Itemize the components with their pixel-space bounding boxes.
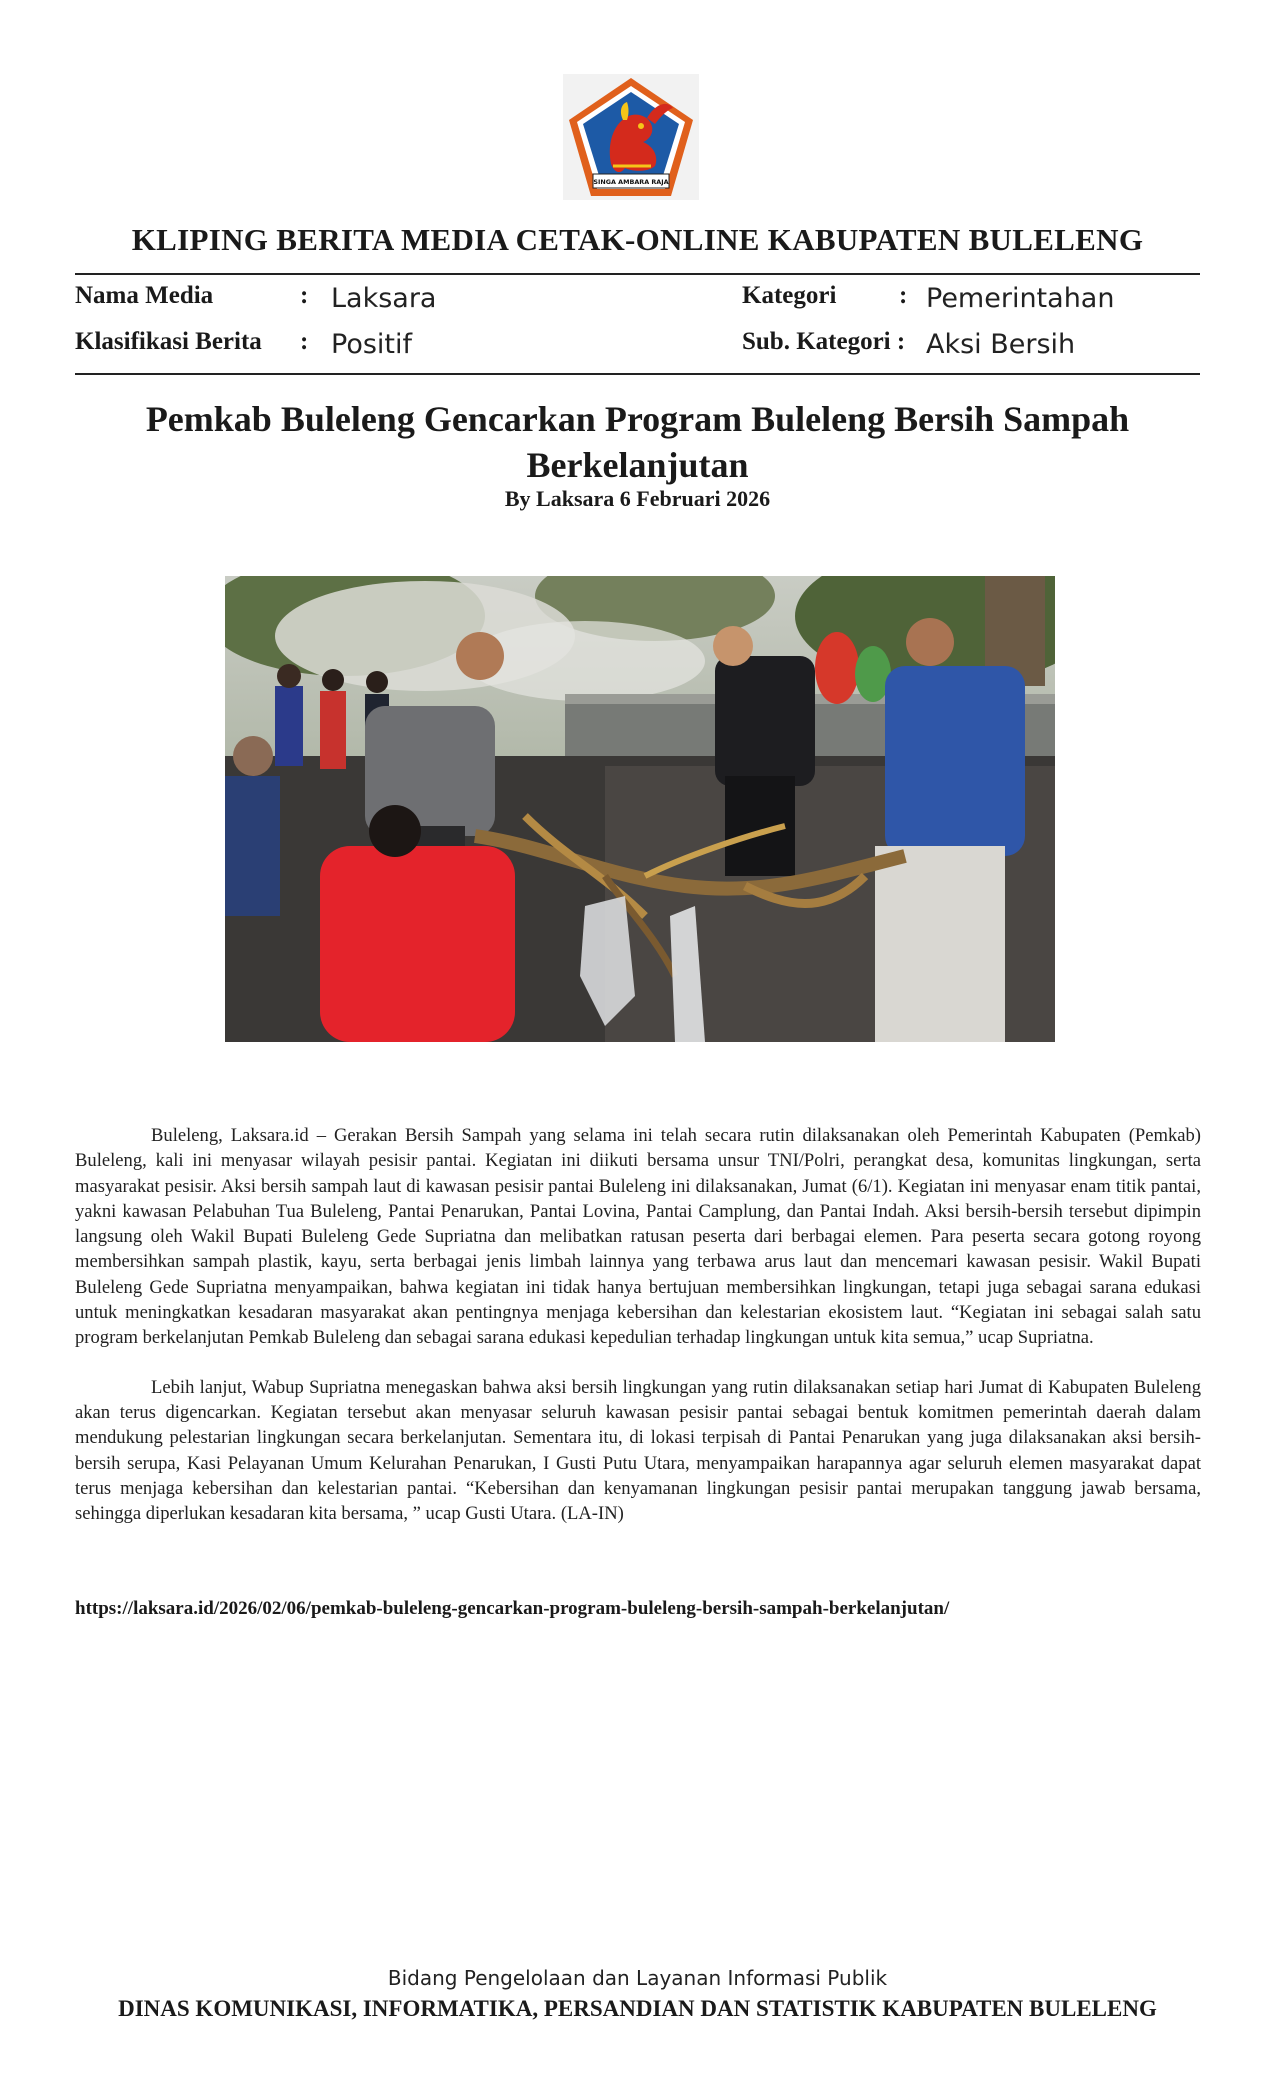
kategori-label: Kategori [742,282,837,309]
source-link[interactable]: https://laksara.id/2026/02/06/pemkab-buleleng-gencarkan-program-buleleng-bersih-sampah-berkelanjutan/ [75,1598,950,1619]
coat-of-arms-icon [563,74,699,200]
nama-media-value: Laksara [331,283,437,314]
article-body [75,1123,1201,1550]
klasifikasi-berita-colon: : [300,328,309,355]
klasifikasi-berita-value: Positif [331,329,412,360]
klasifikasi-berita-label: Klasifikasi Berita [75,328,262,355]
article-photo [225,576,1055,1042]
logo-motto: SINGA AMBARA RAJA [593,178,669,186]
header-rule-top [75,273,1200,275]
article-paragraph-2: Lebih lanjut, Wabup Supriatna menegaskan bahwa aksi bersih lingkungan yang rutin dilaksanakan setiap hari Jumat di Kabupaten Buleleng akan terus digencarkan. Kegiatan tersebut akan menyasar seluruh kawasan pesisir pantai sebagai bentuk komitmen pemerintah daerah dalam mendukung pelestarian lingkungan secara berkelanjutan. Sementara itu, di lokasi terpisah di Pantai Penarukan yang juga dilaksanakan aksi bersih-bersih serupa, Kasi Pelayanan Umum Kelurahan Penarukan, I Gusti Putu Utara, menyampaikan harapannya agar seluruh elemen masyarakat dapat terus menjaga kebersihan dan kelestarian pantai. “Kebersihan dan kenyamanan lingkungan pesisir pantai merupakan tanggung jawab bersama, sehingga diperlukan kesadaran kita bersama, ” ucap Gusti Utara. (LA-IN) [75,1376,1201,1525]
nama-media-label: Nama Media [75,282,214,309]
document-title: KLIPING BERITA MEDIA CETAK-ONLINE KABUPATEN BULELENG [131,222,1144,257]
nama-media-colon: : [300,282,309,309]
beach-cleanup-photo [225,576,1055,1042]
footer-agency: DINAS KOMUNIKASI, INFORMATIKA, PERSANDIAN DAN STATISTIK KABUPATEN BULELENG [118,1996,1157,2021]
sub-kategori-value: Aksi Bersih [926,329,1076,360]
kabupaten-buleleng-logo [563,74,699,200]
kategori-colon: : [899,282,908,309]
article-paragraph-1: Buleleng, Laksara.id – Gerakan Bersih Sampah yang selama ini telah secara rutin dilaksanakan oleh Pemerintah Kabupaten (Pemkab) Buleleng, kali ini menyasar wilayah pesisir pantai. Kegiatan ini diikuti bersama unsur TNI/Polri, perangkat desa, komunitas lingkungan, serta masyarakat pesisir. Aksi bersih sampah laut di kawasan pesisir pantai Buleleng ini dilaksanakan, Jumat (6/1). Kegiatan ini menyasar enam titik pantai, yakni kawasan Pelabuhan Tua Buleleng, Pantai Penarukan, Pantai Lovina, Pantai Camplung, dan Pantai Indah. Aksi bersih-bersih tersebut dipimpin langsung oleh Wakil Bupati Buleleng Gede Supriatna dan melibatkan ratusan peserta dari berbagai elemen. Para peserta secara gotong royong membersihkan sampah plastik, kayu, serta berbagai jenis limbah lainnya yang terbawa arus laut dan mencemari kawasan pesisir. Wakil Bupati Buleleng Gede Supriatna menyampaikan, bahwa kegiatan ini tidak hanya bertujuan membersihkan lingkungan, tetapi juga sebagai sarana edukasi untuk meningkatkan kesadaran masyarakat akan pentingnya menjaga kebersihan dan kelestarian ekosistem laut. “Kegiatan ini sebagai salah satu program berkelanjutan Pemkab Buleleng dan sebagai sarana edukasi kepedulian terhadap lingkungan untuk kita semua,” ucap Supriatna. [75,1125,1201,1349]
article-headline [75,396,1200,488]
header-rule-bottom [75,373,1200,375]
article-byline: By Laksara 6 Februari 2026 [504,486,771,511]
kategori-value: Pemerintahan [926,283,1115,314]
headline-line-1: Pemkab Buleleng Gencarkan Program Buleleng Bersih Sampah [145,399,1130,439]
footer-department: Bidang Pengelolaan dan Layanan Informasi Publik [387,1966,888,1990]
sub-kategori-label: Sub. Kategori : [742,328,906,355]
headline-line-2: Berkelanjutan [526,445,749,485]
